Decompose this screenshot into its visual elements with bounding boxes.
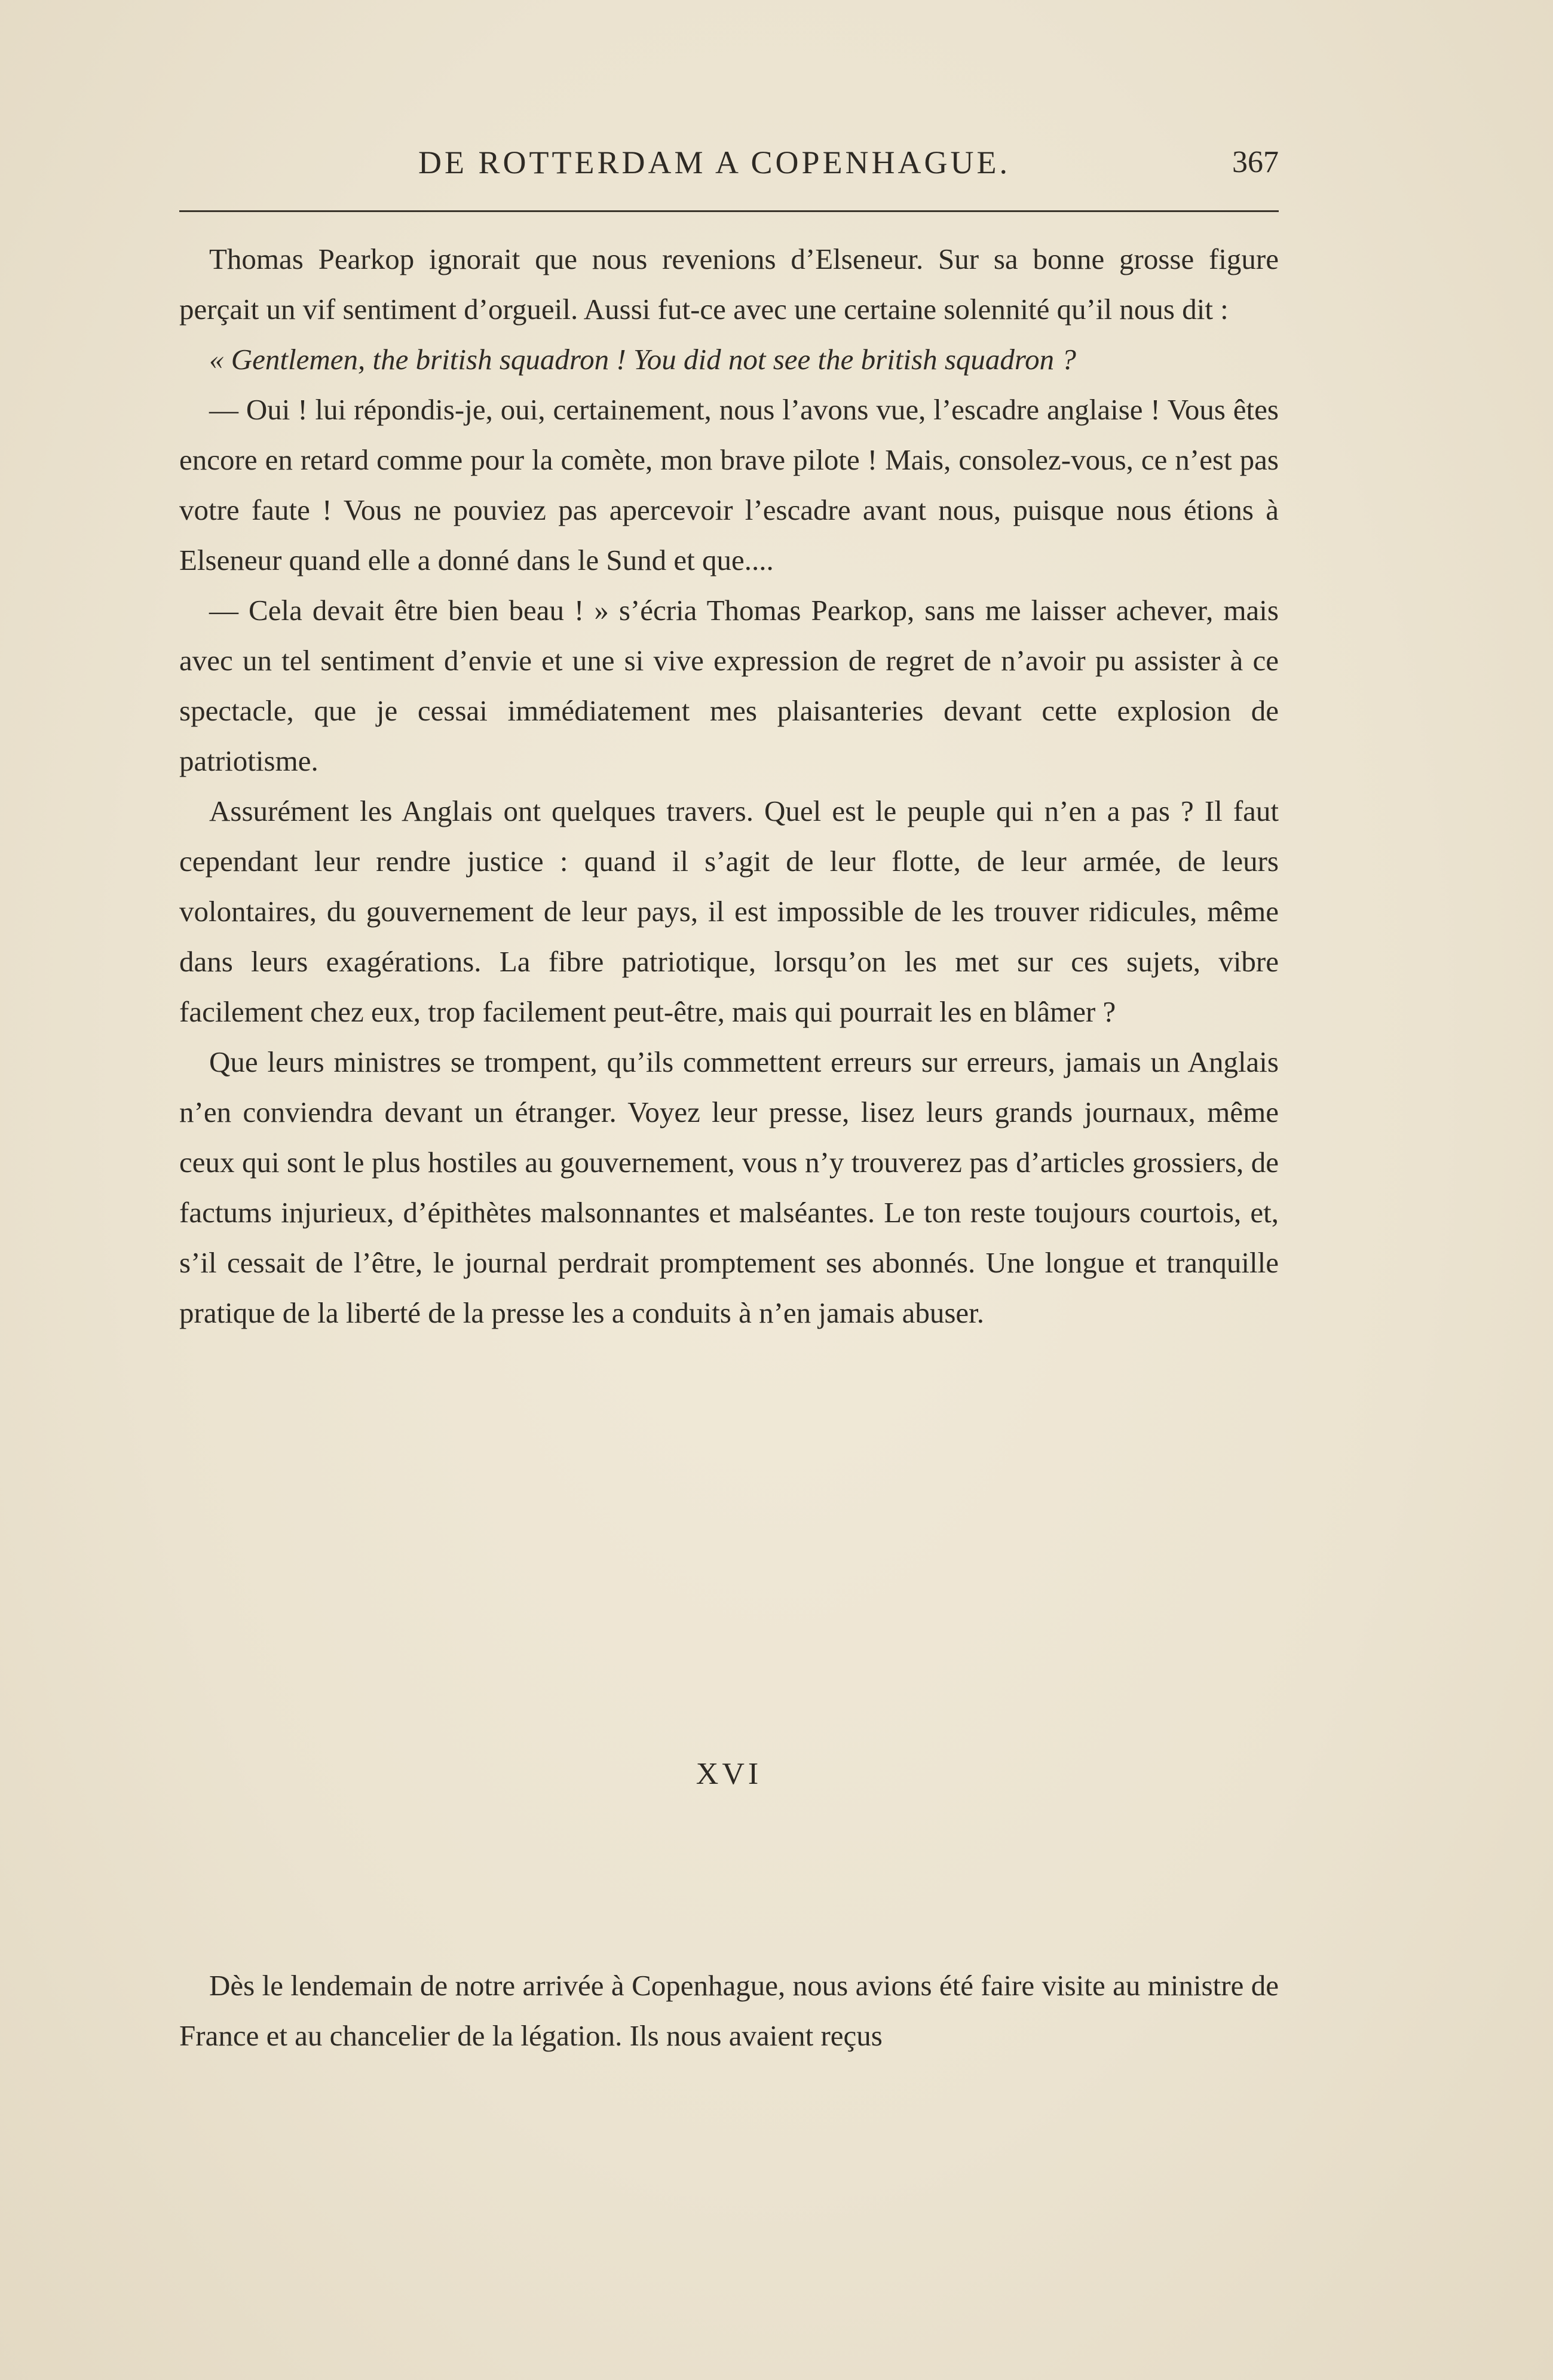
running-title: DE ROTTERDAM A COPENHAGUE. — [418, 145, 1011, 180]
chapter-text — [179, 1961, 1279, 2061]
main-text — [179, 234, 1279, 1338]
paragraph: Assurément les Anglais ont quelques travers. Quel est le peuple qui n’en a pas ? Il faut cependant leur rendre justice : quand il s’agit de leur flotte, de leur armée, de leurs volontaires, du gouvernement de leur pays, il est impossible de les trouver ridicules, même dans leurs exagérations. La fibre patriotique, lorsqu’on les met sur ces sujets, vibre facilement chez eux, trop facilement peut-être, mais qui pourrait les en blâmer ? — [179, 795, 1279, 1028]
quoted-paragraph — [179, 335, 1279, 385]
chapter-heading: XVI — [696, 1757, 762, 1791]
paragraph: — Cela devait être bien beau ! » s’écria Thomas Pearkop, sans me laisser achever, mais avec un tel sentiment d’envie et une si vive expression de regret de n’avoir pu assister à ce spectacle, que je cessai immédiatement mes plaisanteries devant cette explosion de patriotisme. — [179, 594, 1279, 777]
english-quote: « Gentlemen, the british squadron ! You did not see the british squadron ? — [209, 343, 1076, 376]
page-header — [179, 139, 1279, 186]
page-number: 367 — [1232, 145, 1279, 179]
paragraph: Dès le lendemain de notre arrivée à Copenhague, nous avions été faire visite au ministre de France et au chancelier de la légation. Ils nous avaient reçus — [179, 1969, 1279, 2052]
paragraph: — Oui ! lui répondis-je, oui, certainement, nous l’avons vue, l’escadre anglaise ! Vous êtes encore en retard comme pour la comète, mon brave pilote ! Mais, consolez-vous, ce n’est pas votre faute ! Vous ne pouviez pas apercevoir l’escadre avant nous, puisque nous étions à Elseneur quand elle a donné dans le Sund et que.... — [179, 393, 1279, 576]
paragraph: Que leurs ministres se trompent, qu’ils commettent erreurs sur erreurs, jamais un Anglais n’en conviendra devant un étranger. Voyez leur presse, lisez leurs grands journaux, même ceux qui sont le plus hostiles au gouvernement, vous n’y trouverez pas d’articles grossiers, de factums injurieux, d’épithètes malsonnantes et malséantes. Le ton reste toujours courtois, et, s’il cessait de l’être, le journal perdrait promptement ses abonnés. Une longue et tranquille pratique de la liberté de la presse les a conduits à n’en jamais abuser. — [179, 1045, 1279, 1329]
header-rule — [179, 210, 1279, 212]
paragraph: Thomas Pearkop ignorait que nous revenions d’Elseneur. Sur sa bonne grosse figure perçait un vif sentiment d’orgueil. Aussi fut-ce avec une certaine solennité qu’il nous dit : — [179, 243, 1279, 326]
